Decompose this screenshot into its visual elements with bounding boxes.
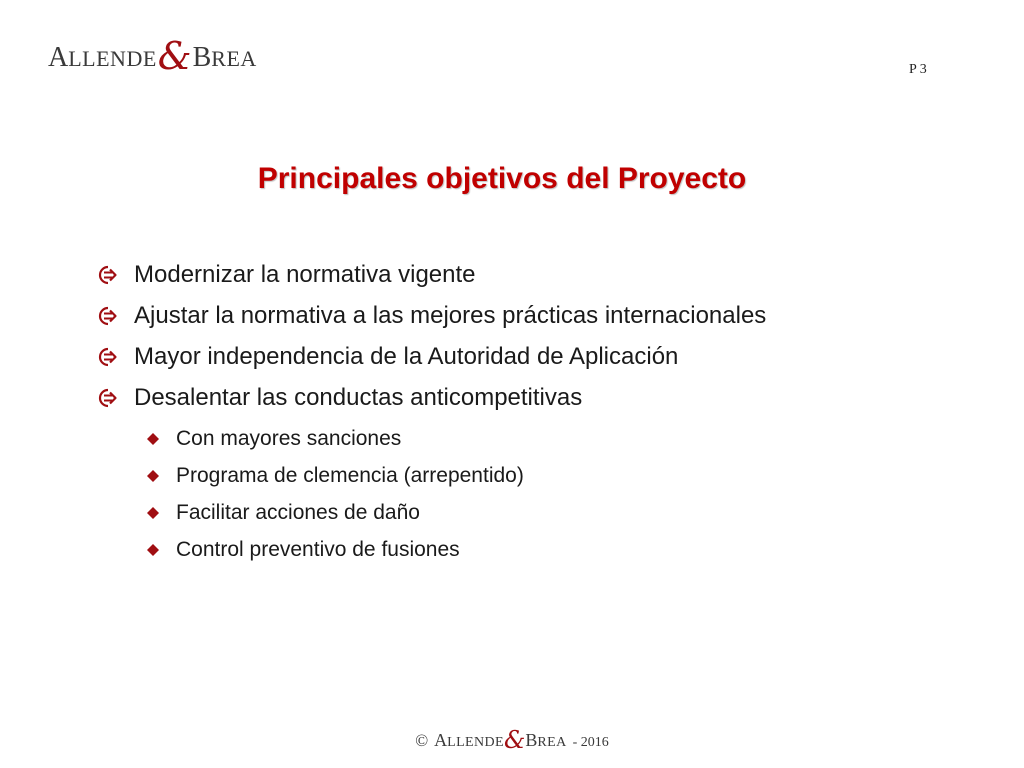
bullet-text: Modernizar la normativa vigente	[134, 260, 476, 288]
subbullet-item	[144, 420, 766, 457]
circled-arrow-icon	[96, 304, 120, 328]
bullet-item	[96, 254, 766, 295]
subbullet-item	[144, 494, 766, 531]
bullet-item	[96, 295, 766, 336]
page-number: P 3	[909, 62, 927, 77]
bullet-text: Ajustar la normativa a las mejores prácticas internacionales	[134, 301, 767, 329]
subbullet-list	[144, 420, 766, 568]
diamond-icon	[146, 469, 160, 483]
footer-logo-text-allende: LLENDE	[447, 735, 504, 750]
subbullet-group	[96, 420, 766, 568]
subbullet-text: Facilitar acciones de daño	[176, 500, 420, 524]
logo-ampersand: &	[157, 34, 192, 78]
footer-logo-ampersand: &	[503, 726, 526, 754]
subbullet-text: Programa de clemencia (arrepentido)	[176, 463, 524, 487]
bullet-text: Mayor independencia de la Autoridad de Aplicación	[134, 342, 679, 370]
footer-logo-initial-b: B	[525, 730, 538, 750]
bullet-text: Desalentar las conductas anticompetitivas	[134, 383, 583, 411]
footer	[0, 726, 1024, 754]
circled-arrow-icon	[96, 386, 120, 410]
logo-initial-b: B	[192, 42, 212, 73]
copyright-symbol: ©	[415, 731, 429, 750]
bullet-item	[96, 336, 766, 377]
company-logo	[48, 34, 257, 78]
footer-year: - 2016	[572, 735, 609, 750]
diamond-icon	[146, 543, 160, 557]
logo-initial-a: A	[48, 42, 69, 73]
subbullet-item	[144, 531, 766, 568]
circled-arrow-icon	[96, 263, 120, 287]
subbullet-text: Con mayores sanciones	[176, 426, 402, 450]
footer-logo-initial-a: A	[434, 730, 448, 750]
subbullet-text: Control preventivo de fusiones	[176, 537, 460, 561]
subbullet-item	[144, 457, 766, 494]
logo-text-brea: REA	[211, 46, 257, 71]
diamond-icon	[146, 432, 160, 446]
circled-arrow-icon	[96, 345, 120, 369]
bullet-item	[96, 377, 766, 418]
slide-title: Principales objetivos del Proyecto	[257, 162, 747, 195]
footer-logo-text-brea: REA	[537, 735, 567, 750]
diamond-icon	[146, 506, 160, 520]
bullet-list	[96, 254, 766, 568]
logo-text-allende: LLENDE	[68, 46, 157, 71]
